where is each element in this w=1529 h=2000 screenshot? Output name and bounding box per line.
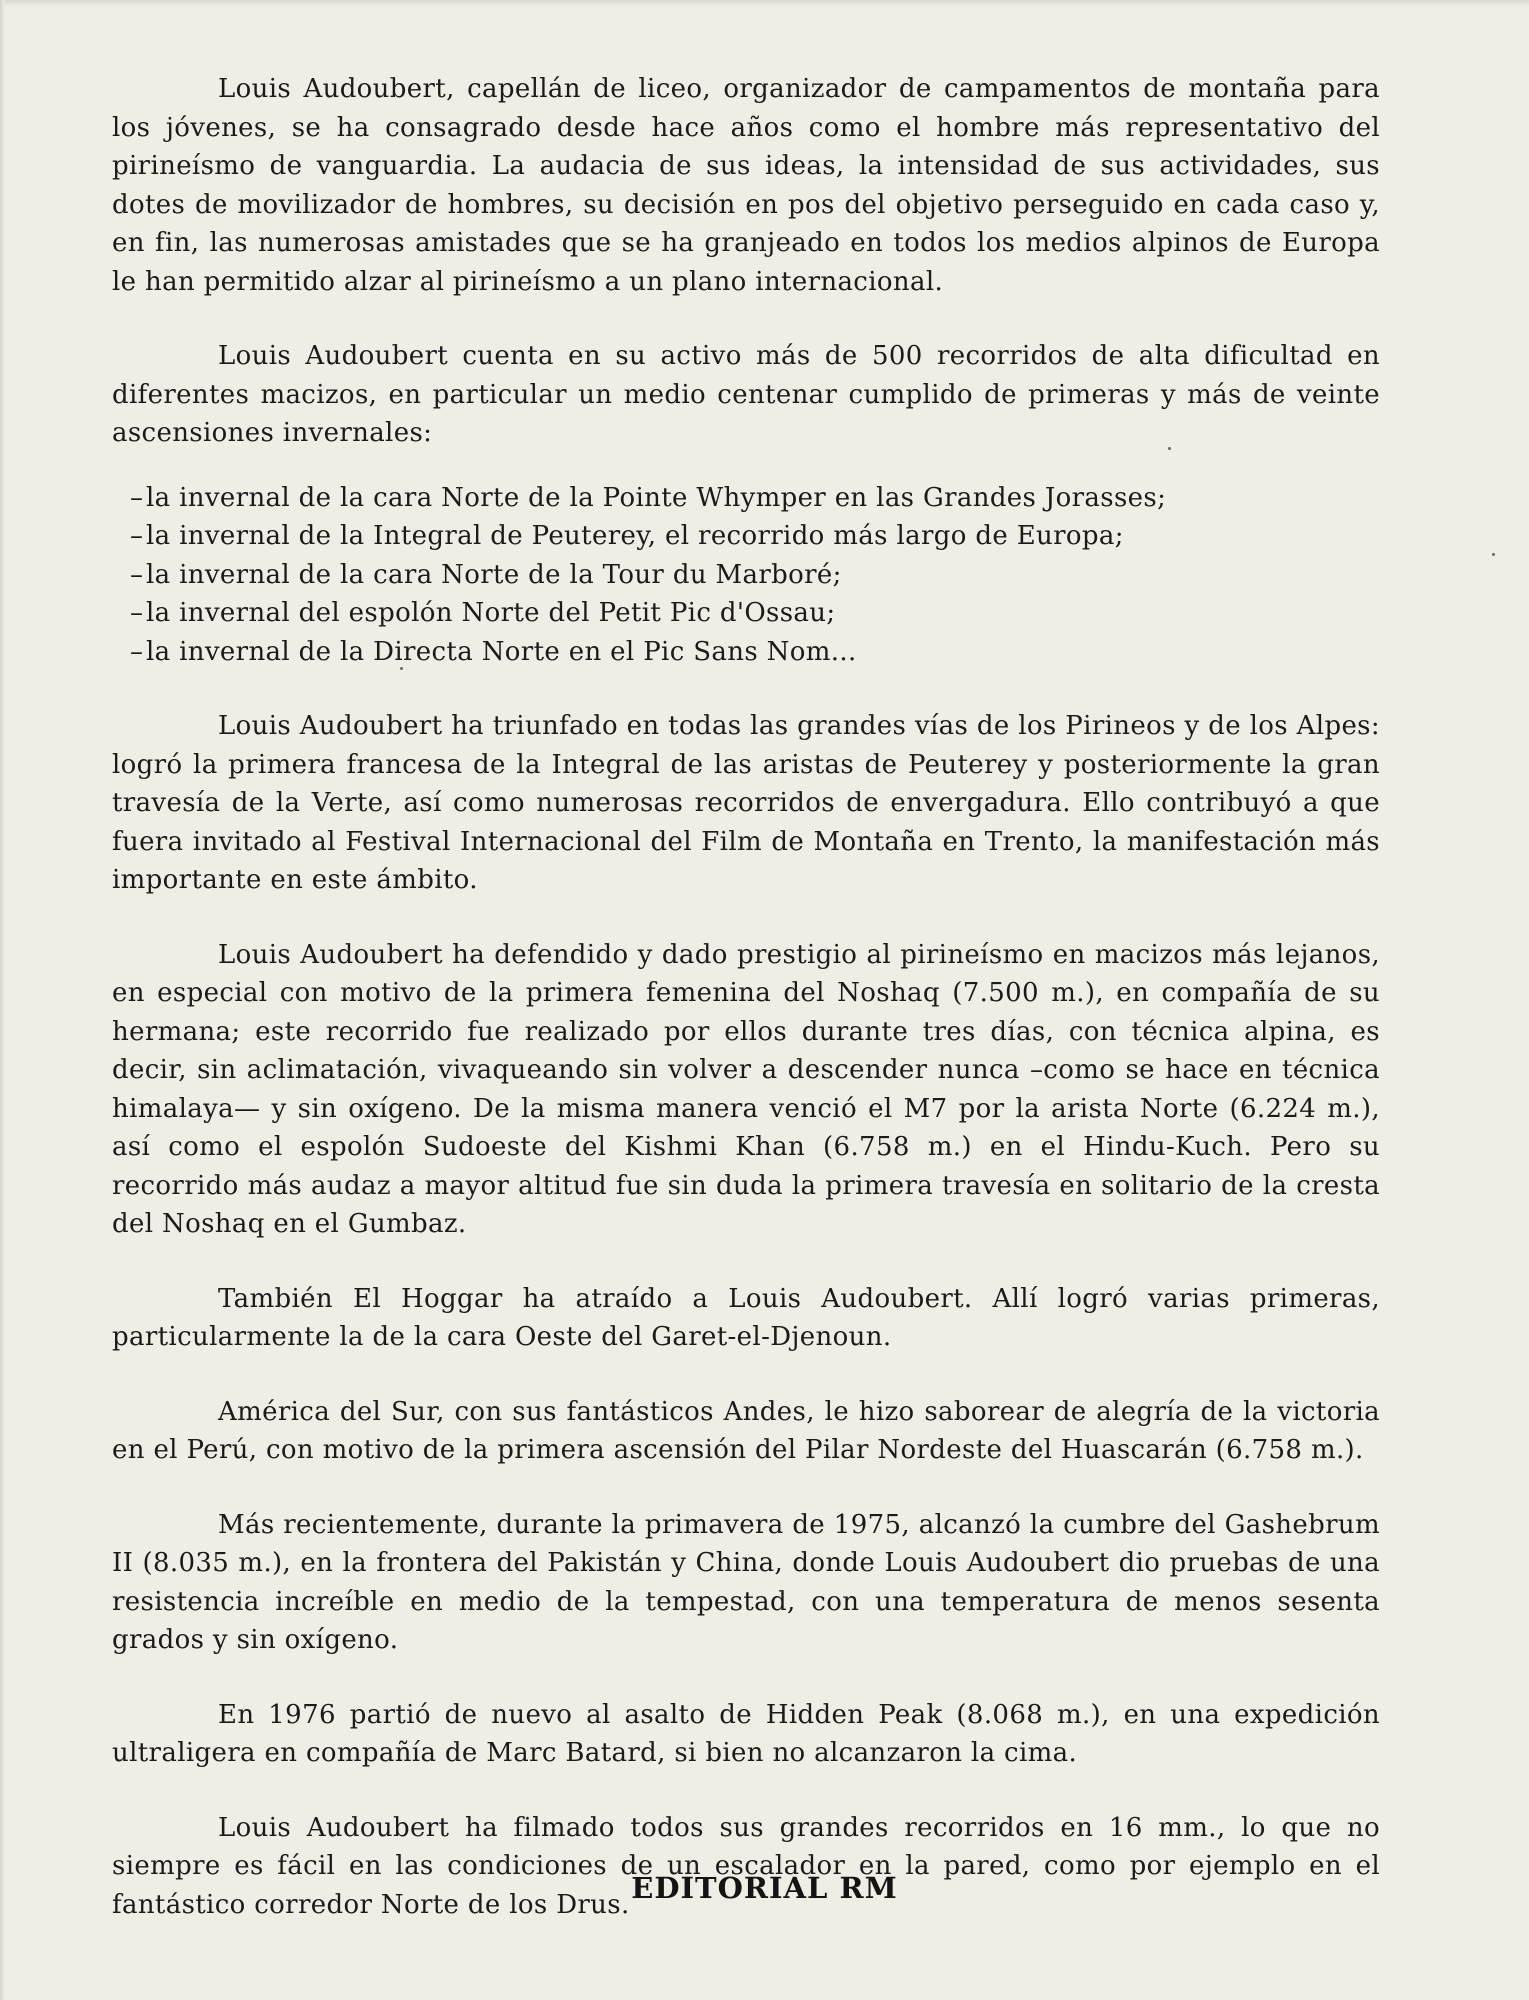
winter-ascents-list [112, 479, 1380, 672]
list-dash: – [130, 559, 144, 590]
paragraph-intro: Louis Audoubert, capellán de liceo, organizador de campamentos de montaña para los jóvenes, se ha consagrado desde hace años como el hombre más representativo del pirineísmo de vanguardia. La audacia de sus ideas, la intensidad de sus actividades, sus dotes de movilizador de hombres, su decisión en pos del objetivo perseguido en cada caso y, en fin, las numerosas amistades que se ha granjeado en todos los medios alpinos de Europa le han permitido alzar al pirineísmo a un plano internacional. [112, 74, 1380, 297]
list-dash: – [130, 482, 144, 513]
paragraph-gasherbrum: Más recientemente, durante la primavera de 1975, alcanzó la cumbre del Gashebrum II (8.035 m.), en la frontera del Pakistán y China, donde Louis Audoubert dio pruebas de una resistencia increíble en medio de la tempestad, con una temperatura de menos sesenta grados y sin oxígeno. [112, 1509, 1380, 1655]
list-item-text: la invernal de la Integral de Peuterey, el recorrido más largo de Europa; [146, 521, 1124, 551]
list-item [130, 479, 1380, 518]
paragraph-andes: América del Sur, con sus fantásticos Andes, le hizo saborear de alegría de la victoria en el Perú, con motivo de la primera ascensión del Pilar Nordeste del Huascarán (6.758 m.). [112, 1396, 1380, 1465]
paragraph-hidden-peak: En 1976 partió de nuevo al asalto de Hidden Peak (8.068 m.), en una expedición ultraligera en compañía de Marc Batard, si bien no alcanzaron la cima. [112, 1699, 1380, 1768]
page-edge-shadow [0, 0, 1529, 6]
page-edge-shadow-left [0, 0, 5, 2000]
print-speck [1492, 553, 1495, 556]
list-item-text: la invernal de la Directa Norte en el Pic Sans Nom... [146, 636, 857, 667]
paragraph-hoggar: También El Hoggar ha atraído a Louis Audoubert. Allí logró varias primeras, particularmente la de la cara Oeste del Garet-el-Djenoun. [112, 1283, 1380, 1352]
list-item-text: la invernal de la cara Norte de la Tour du Marboré; [146, 559, 842, 590]
paragraph-ascents-intro: Louis Audoubert cuenta en su activo más de 500 recorridos de alta dificultad en diferentes macizos, en particular un medio centenar cumplido de primeras y más de veinte ascensiones invernales: [112, 341, 1380, 448]
list-item-text: la invernal de la cara Norte de la Pointe Whymper en las Grandes Jorasses; [146, 482, 1167, 513]
list-item [130, 633, 1380, 672]
paragraph-pyrenees-alps: Louis Audoubert ha triunfado en todas las grandes vías de los Pirineos y de los Alpes: logró la primera francesa de la Integral de las aristas de Peuterey y posteriormente la gran travesía de la Verte, así como numerosas recorridos de envergadura. Ello contribuyó a que fuera invitado al Festival Internacional del Film de Montaña en Trento, la manifestación más importante en este ámbito. [112, 711, 1380, 895]
paragraph-noshaq: Louis Audoubert ha defendido y dado prestigio al pirineísmo en macizos más lejanos, en especial con motivo de la primera femenina del Noshaq (7.500 m.), en compañía de su hermana; este recorrido fue realizado por ellos durante tres días, con técnica alpina, es decir, sin aclimatación, vivaqueando sin volver a descender nunca –como se hace en técnica himalaya— y sin oxígeno. De la misma manera venció el M7 por la arista Norte (6.224 m.), así como el espolón Sudoeste del Kishmi Khan (6.758 m.) en el Hindu-Kuch. Pero su recorrido más audaz a mayor altitud fue sin duda la primera travesía en solitario de la cresta del Noshaq en el Gumbaz. [112, 939, 1380, 1239]
list-dash: – [130, 521, 144, 551]
list-item [130, 556, 1380, 595]
list-item [130, 517, 1380, 556]
publisher-name: EDITORIAL RM [631, 1871, 898, 1905]
list-item-text: la invernal del espolón Norte del Petit Pic d'Ossau; [146, 598, 836, 628]
list-dash: – [130, 636, 144, 667]
list-item [130, 594, 1380, 633]
list-dash: – [130, 598, 144, 628]
back-cover-text [112, 70, 1380, 1960]
paragraph-filming: Louis Audoubert ha filmado todos sus grandes recorridos en 16 mm., lo que no siempre es fácil en las condiciones de un escalador en la pared, como por ejemplo en el fantástico corredor Norte de los Drus. [112, 1812, 1380, 1920]
